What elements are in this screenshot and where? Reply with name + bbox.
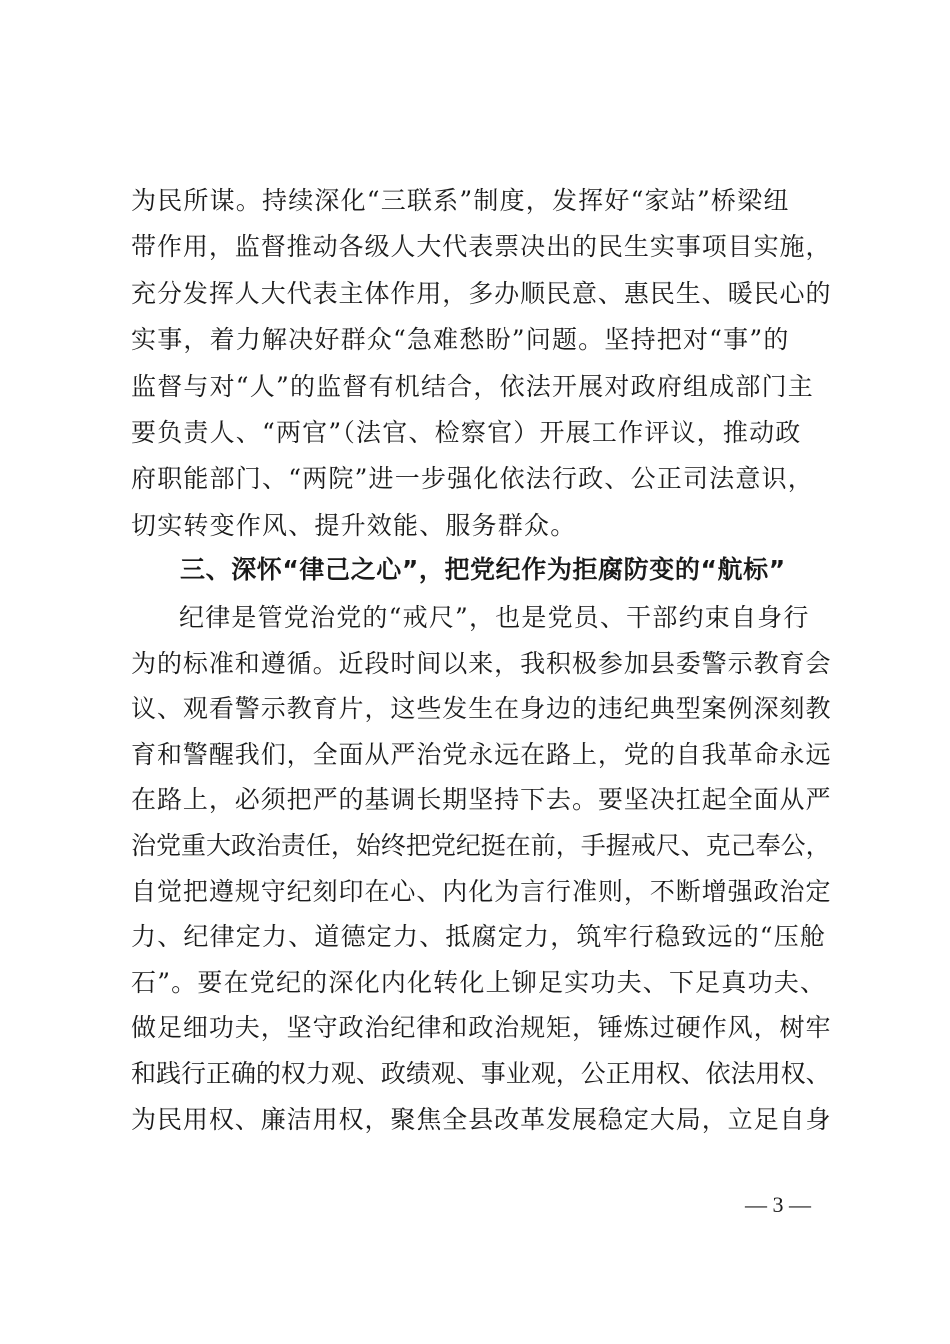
page-number: — 3 — xyxy=(745,1192,811,1217)
paragraph-line: 充分发挥人大代表主体作用，多办顺民意、惠民生、暖民心的 xyxy=(131,278,832,308)
paragraph-line: 府职能部门、“两院”进一步强化依法行政、公正司法意识， xyxy=(131,464,814,494)
paragraph-continued xyxy=(131,187,831,558)
paragraph-line: 育和警醒我们，全面从严治党永远在路上，党的自我革命永远 xyxy=(131,739,832,769)
paragraph-line: 为民用权、廉洁用权，聚焦全县改革发展稳定大局，立足自身 xyxy=(131,1104,832,1134)
paragraph-line: 治党重大政治责任，始终把党纪挺在前，手握戒尺、克己奉公， xyxy=(131,830,831,860)
paragraph-line: 纪律是管党治党的“戒尺”，也是党员、干部约束自身行 xyxy=(179,603,810,632)
paragraph-line: 切实转变作风、提升效能、服务群众。 xyxy=(131,510,577,540)
paragraph-line: 为民所谋。持续深化“三联系”制度，发挥好“家站”桥梁纽 xyxy=(131,186,790,215)
paragraph-line: 实事，着力解决好群众“急难愁盼”问题。坚持把对“事”的 xyxy=(131,325,790,355)
paragraph-line: 石”。要在党纪的深化内化转化上铆足实功夫、下足真功夫、 xyxy=(131,967,827,997)
paragraph-line: 要负责人、“两官”（法官、检察官）开展工作评议，推动政 xyxy=(131,417,802,447)
paragraph-line: 力、纪律定力、道德定力、抵腐定力，筑牢行稳致远的“压舱 xyxy=(131,922,827,952)
paragraph-line: 在路上，必须把严的基调长期坚持下去。要坚决扛起全面从严 xyxy=(131,785,832,815)
paragraph-line: 为的标准和遵循。近段时间以来，我积极参加县委警示教育会 xyxy=(131,648,832,678)
paragraph-line: 议、观看警示教育片，这些发生在身边的违纪典型案例深刻教 xyxy=(131,694,832,724)
section-heading: 三、深怀“律己之心”，把党纪作为拒腐防变的“航标” xyxy=(180,555,786,584)
paragraph-line: 监督与对“人”的监督有机结合，依法开展对政府组成部门主 xyxy=(131,371,814,401)
paragraph-line: 带作用，监督推动各级人大代表票决出的民生实事项目实施， xyxy=(131,232,832,262)
paragraph-line: 做足细功夫，坚守政治纪律和政治规矩，锤炼过硬作风，树牢 xyxy=(131,1013,832,1043)
paragraph-discipline xyxy=(131,604,831,1151)
paragraph-line: 自觉把遵规守纪刻印在心、内化为言行准则，不断增强政治定 xyxy=(131,876,832,906)
paragraph-line: 和践行正确的权力观、政绩观、事业观，公正用权、依法用权、 xyxy=(131,1058,831,1088)
